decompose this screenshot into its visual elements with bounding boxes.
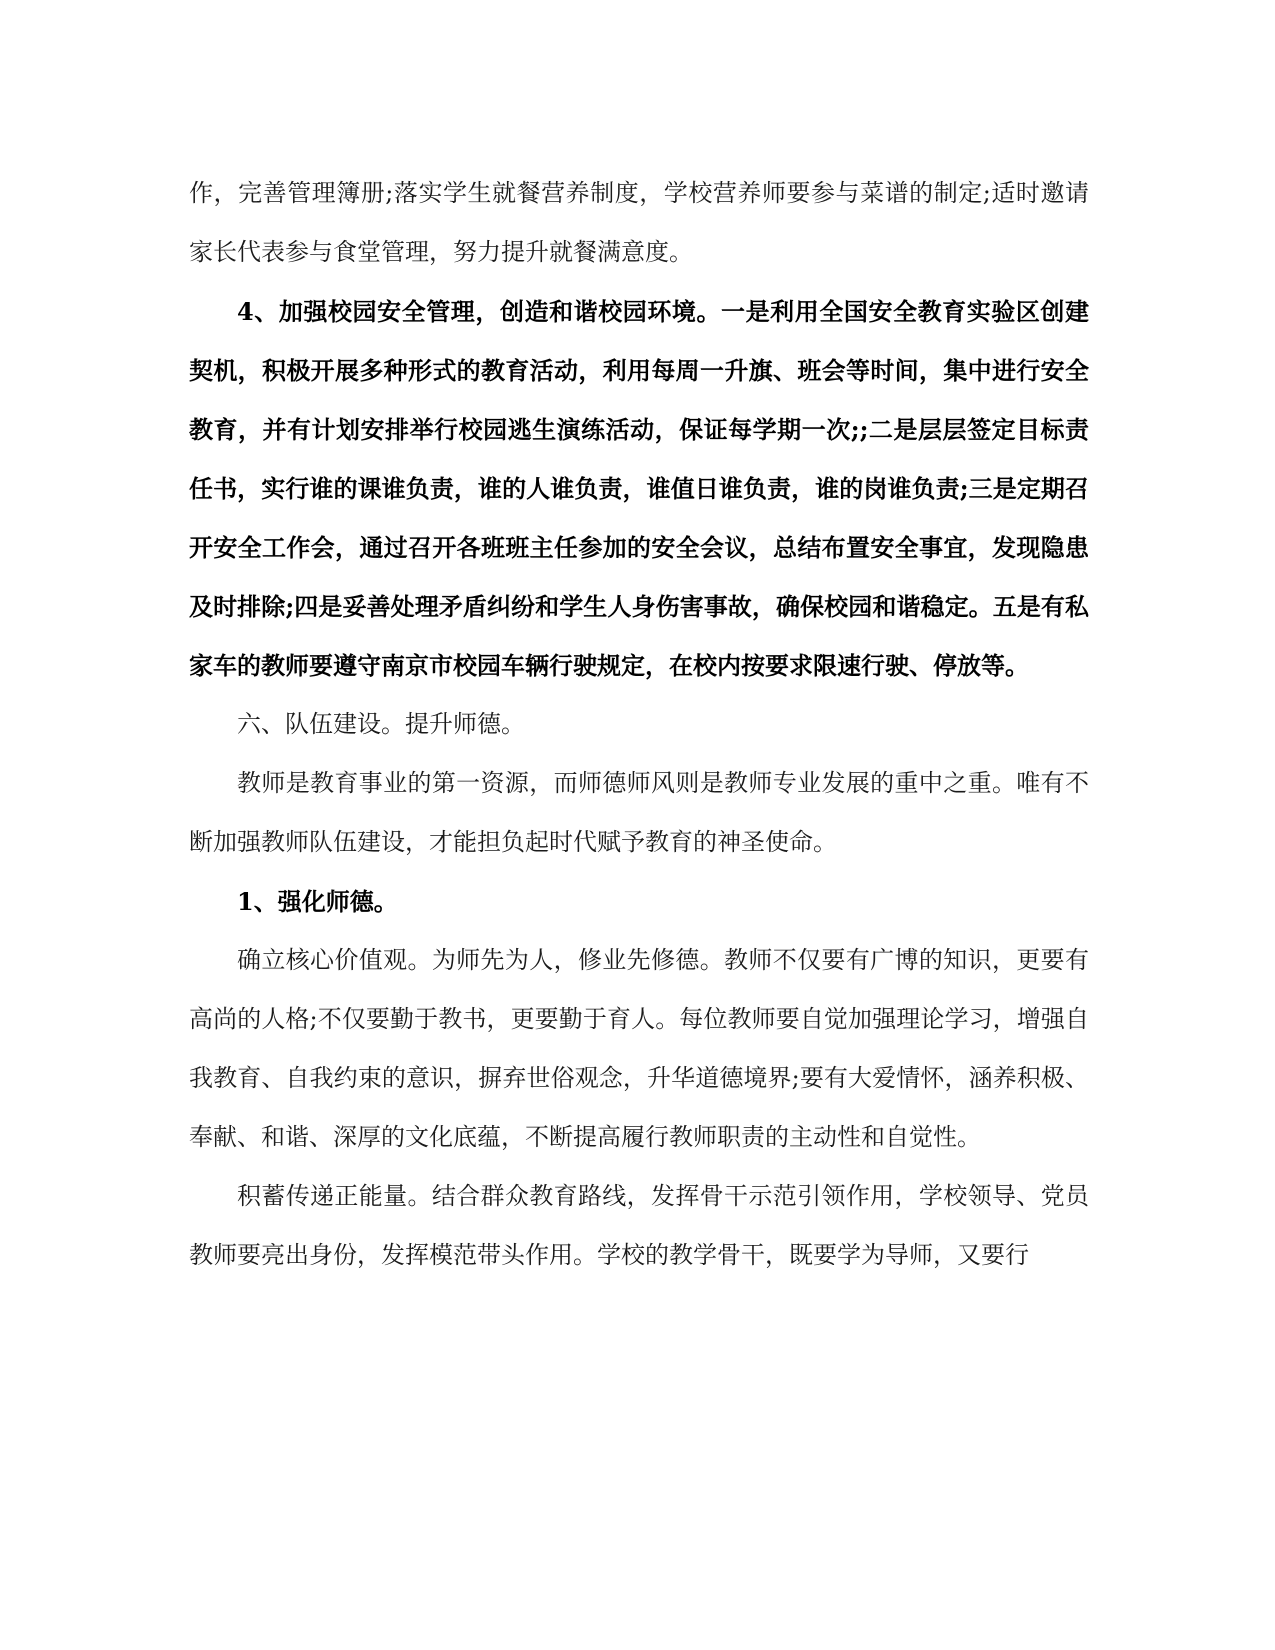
paragraph-canteen-management: 作，完善管理簿册;落实学生就餐营养制度，学校营养师要参与菜谱的制定;适时邀请家长代表参与食堂管理，努力提升就餐满意度。 [189,179,1089,266]
section-heading-team-building: 六、队伍建设。提升师德。 [237,710,525,738]
paragraph-core-values: 确立核心价值观。为师先为人，修业先修德。教师不仅要有广博的知识，更要有高尚的人格;不仅要勤于教书，更要勤于育人。每位教师要自觉加强理论学习，增强自我教育、自我约束的意识，摒弃世俗观念，升华道德境界;要有大爱情怀，涵养积极、奉献、和谐、深厚的文化底蕴，不断提高履行教师职责的主动性和自觉性。 [189,946,1089,1151]
subheading-strengthen-ethics: 1、强化师德。 [237,887,398,916]
document-body [189,164,1089,1285]
paragraph-teacher-resource: 教师是教育事业的第一资源，而师德师风则是教师专业发展的重中之重。唯有不断加强教师队伍建设，才能担负起时代赋予教育的神圣使命。 [189,769,1089,856]
paragraph-campus-safety: 4、加强校园安全管理，创造和谐校园环境。一是利用全国安全教育实验区创建契机，积极开展多种形式的教育活动，利用每周一升旗、班会等时间，集中进行安全教育，并有计划安排举行校园逃生演练活动，保证每学期一次;;二是层层签定目标责任书，实行谁的课谁负责，谁的人谁负责，谁值日谁负责，谁的岗谁负责;三是定期召开安全工作会，通过召开各班班主任参加的安全会议，总结布置安全事宜，发现隐患及时排除;四是妥善处理矛盾纠纷和学生人身伤害事故，确保校园和谐稳定。五是有私家车的教师要遵守南京市校园车辆行驶规定，在校内按要求限速行驶、停放等。 [189,297,1089,680]
paragraph-positive-energy: 积蓄传递正能量。结合群众教育路线，发挥骨干示范引领作用，学校领导、党员教师要亮出身份，发挥模范带头作用。学校的教学骨干，既要学为导师，又要行 [189,1182,1089,1269]
